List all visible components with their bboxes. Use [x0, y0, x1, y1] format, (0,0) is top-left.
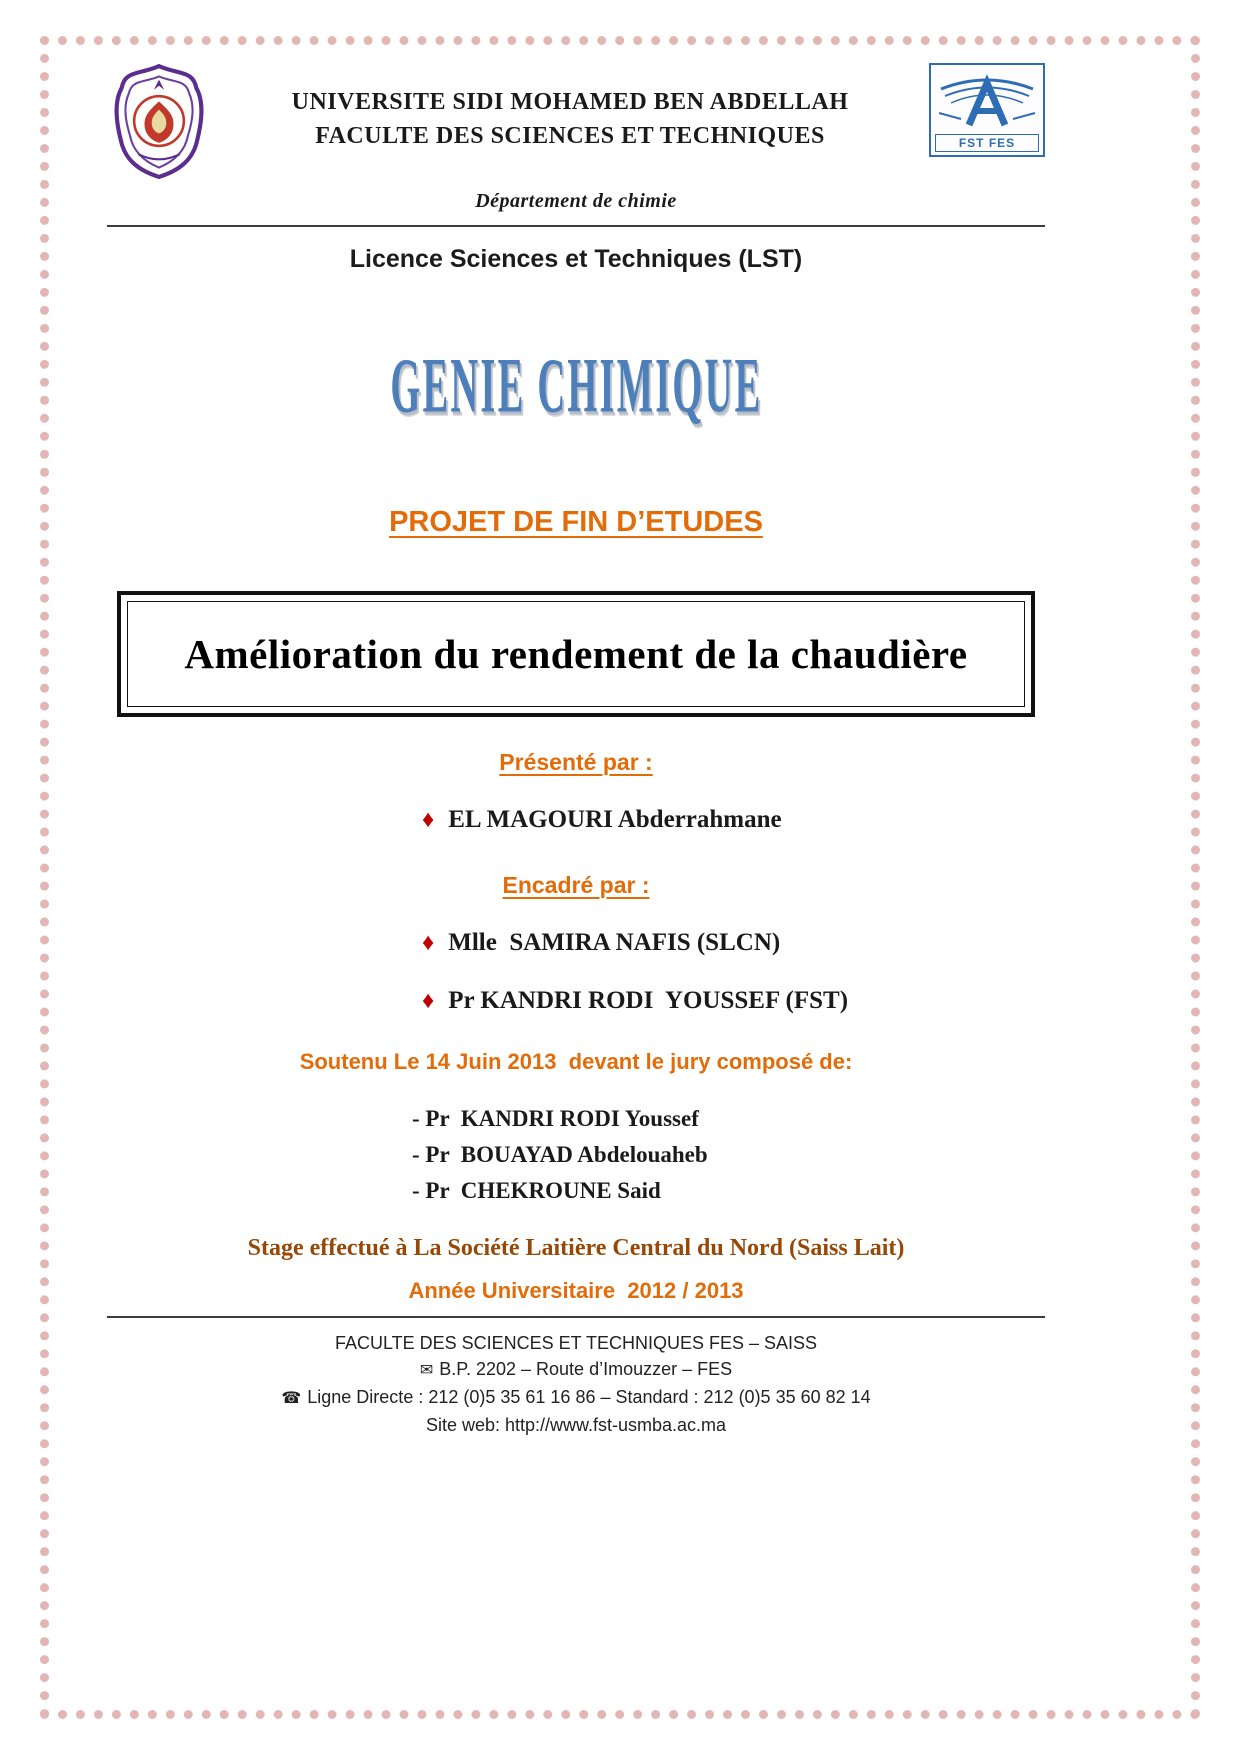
footer-phone-line	[107, 1384, 1045, 1412]
report-type-heading: PROJET DE FIN D’ETUDES	[389, 506, 763, 538]
presented-by-name	[422, 806, 1045, 834]
thesis-title: Amélioration du rendement de la chaudière	[127, 601, 1025, 707]
phone-icon: ☎	[281, 1390, 302, 1407]
diamond-bullet-icon: ♦	[422, 930, 435, 956]
jury-member: - Pr KANDRI RODI Youssef	[412, 1106, 699, 1131]
header	[107, 63, 1045, 184]
fst-emblem-icon	[935, 69, 1039, 127]
footer-divider	[107, 1316, 1045, 1318]
university-logo-icon	[107, 63, 211, 184]
supervisor-name: Pr KANDRI RODI YOUSSEF (FST)	[448, 987, 849, 1014]
footer-faculty-line: FACULTE DES SCIENCES ET TECHNIQUES FES – SAISS	[334, 1333, 818, 1353]
jury-member: - Pr BOUAYAD Abdelouaheb	[412, 1142, 708, 1167]
student-name: EL MAGOURI Abderrahmane	[448, 806, 782, 833]
defense-intro: Soutenu Le 14 Juin 2013 devant le jury composé de:	[299, 1049, 853, 1074]
jury-list	[412, 1101, 1045, 1209]
envelope-icon: ✉	[419, 1362, 434, 1379]
footer-website-line: Site web: http://www.fst-usmba.ac.ma	[425, 1415, 727, 1435]
supervised-by-label: Encadré par :	[502, 872, 650, 898]
specialty-wrap	[107, 332, 1045, 440]
diamond-bullet-icon: ♦	[422, 988, 435, 1014]
university-name: UNIVERSITE SIDI MOHAMED BEN ABDELLAH	[291, 89, 849, 115]
department-name: Département de chimie	[475, 190, 677, 212]
fst-logo-label: FST FES	[935, 134, 1039, 152]
fst-fes-logo	[929, 63, 1045, 157]
diamond-bullet-icon: ♦	[422, 807, 435, 833]
decorative-border	[40, 36, 1200, 1719]
jury-member: - Pr CHEKROUNE Said	[412, 1178, 661, 1203]
specialty-title: GENIE CHIMIQUE	[389, 343, 763, 429]
institution-block	[211, 63, 929, 153]
internship-note: Stage effectué à La Société Laitière Central du Nord (Saiss Lait)	[247, 1235, 905, 1261]
supervisor-line	[422, 987, 1045, 1015]
faculty-name: FACULTE DES SCIENCES ET TECHNIQUES	[315, 123, 825, 149]
academic-year: Année Universitaire 2012 / 2013	[408, 1278, 744, 1303]
header-divider	[107, 225, 1045, 227]
footer-phone-text: Ligne Directe : 212 (0)5 35 61 16 86 – Standard : 212 (0)5 35 60 82 14	[307, 1387, 871, 1407]
presented-by-label: Présenté par :	[499, 749, 653, 775]
supervisor-line	[422, 929, 1045, 957]
supervisor-name: Mlle SAMIRA NAFIS (SLCN)	[448, 929, 781, 956]
program-name: Licence Sciences et Techniques (LST)	[349, 245, 803, 273]
footer-address-line	[107, 1356, 1045, 1384]
thesis-title-box	[117, 591, 1035, 717]
footer-address-text: B.P. 2202 – Route d’Imouzzer – FES	[439, 1359, 733, 1379]
footer	[107, 1330, 1045, 1438]
